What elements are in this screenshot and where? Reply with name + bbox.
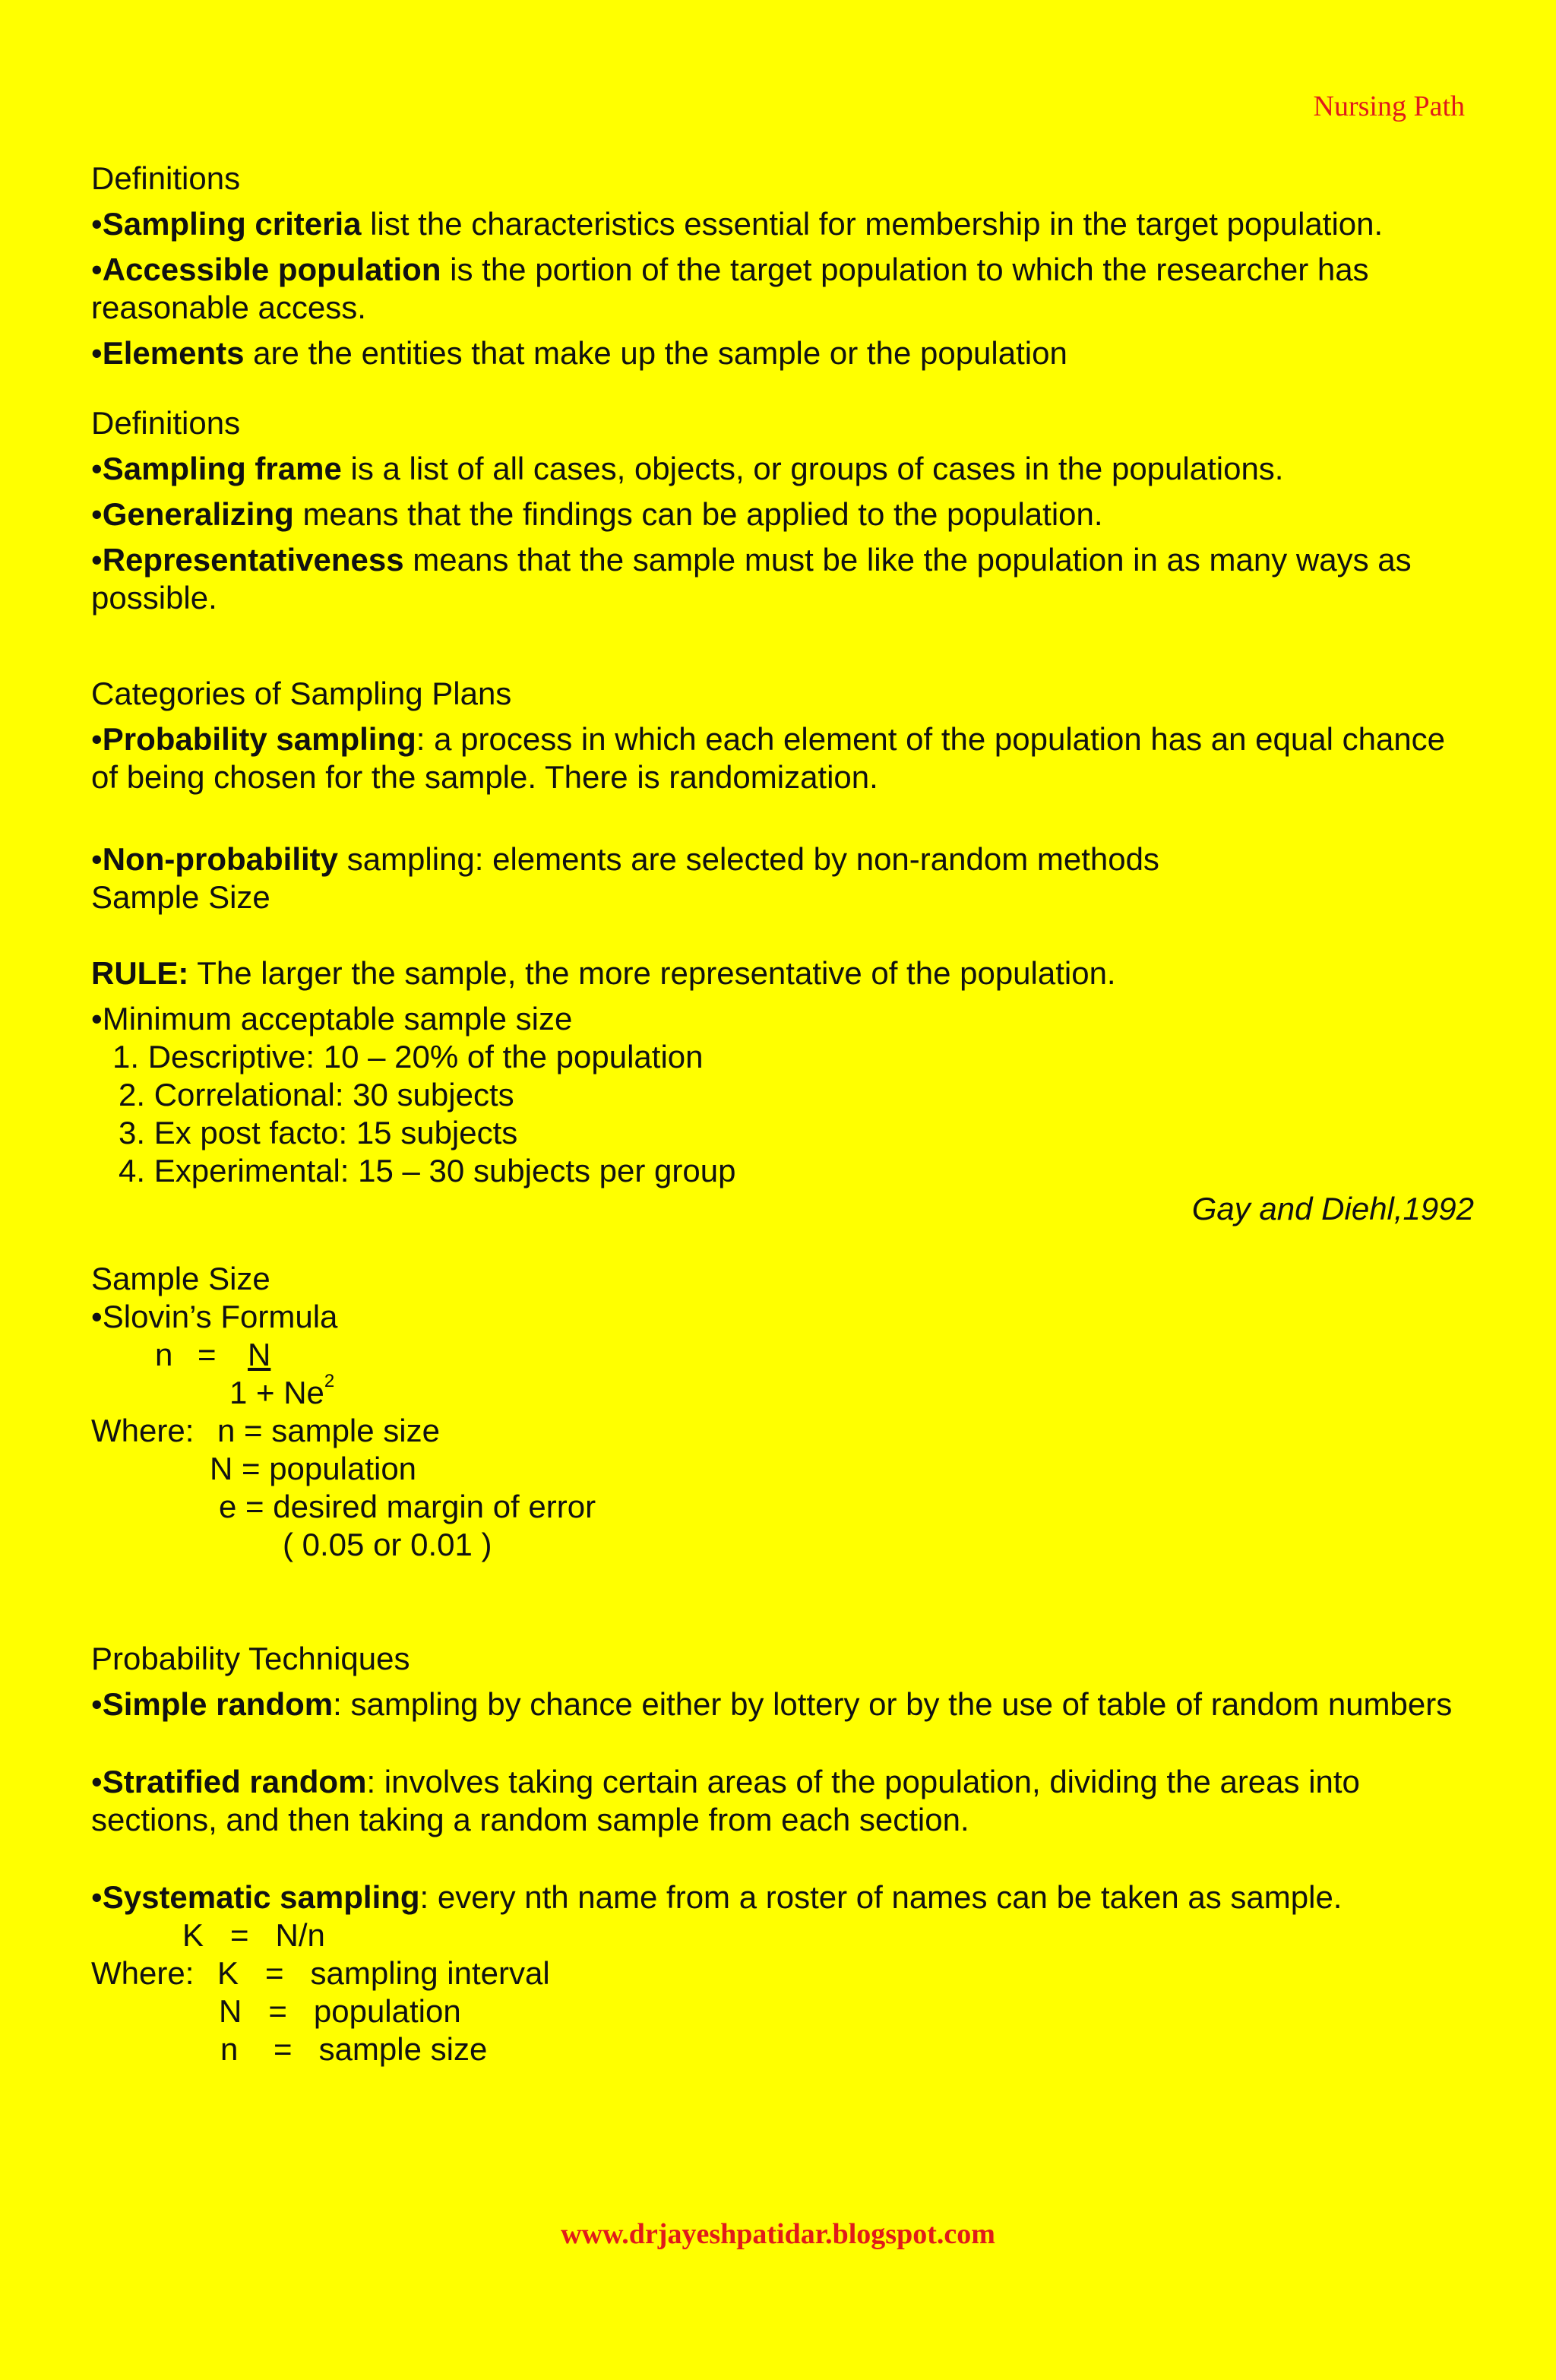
where-line: Where: n = sample size xyxy=(91,1413,440,1448)
brand-header: Nursing Path xyxy=(1313,90,1465,122)
definition-item: •Systematic sampling: every nth name from a roster of names can be taken as sample. xyxy=(91,1879,1343,1915)
section-heading: Categories of Sampling Plans xyxy=(91,676,512,711)
slovin-formula-numerator: n = N xyxy=(155,1337,271,1372)
where-line: e = desired margin of error xyxy=(219,1489,596,1524)
where-line: N = population xyxy=(210,1451,417,1486)
min-size-label: •Minimum acceptable sample size xyxy=(91,1001,573,1037)
definition-item: •Sampling criteria list the characteristics essential for membership in the target population. xyxy=(91,206,1384,242)
document-body xyxy=(91,160,1474,2068)
definition-item: •Representativeness means that the sample must be like the population in as many ways as possible. xyxy=(91,542,1412,616)
slovin-formula-denominator: $1 + Ne^2$ xyxy=(229,1371,335,1410)
list-item: 4. Experimental: 15 – 30 subjects per group xyxy=(119,1153,736,1188)
definition-item: •Stratified random: involves taking certain areas of the population, dividing the areas into sections, and then taking a random sample from each section. xyxy=(91,1764,1360,1837)
section-heading: Definitions xyxy=(91,405,241,441)
definition-item: •Sampling frame is a list of all cases, objects, or groups of cases in the populations. xyxy=(91,451,1284,486)
where-line: Where: K = sampling interval xyxy=(91,1955,550,1991)
section-heading: Sample Size xyxy=(91,879,270,915)
systematic-formula: K = N/n xyxy=(182,1917,325,1953)
where-line: n = sample size xyxy=(220,2031,488,2067)
list-item: 1. Descriptive: 10 – 20% of the population xyxy=(112,1039,704,1074)
formula-name: •Slovin’s Formula xyxy=(91,1299,338,1334)
where-line: ( 0.05 or 0.01 ) xyxy=(283,1527,492,1562)
footer-url: www.drjayeshpatidar.blogspot.com xyxy=(561,2218,995,2250)
definition-item: •Probability sampling: a process in which each element of the population has an equal chance of being chosen for the sample. There is randomization. xyxy=(91,721,1446,795)
section-heading: Definitions xyxy=(91,160,241,196)
where-line: N = population xyxy=(219,1993,461,2029)
section-heading: Probability Techniques xyxy=(91,1641,410,1676)
citation: Gay and Diehl,1992 xyxy=(1191,1191,1474,1226)
definition-item: •Accessible population is the portion of the target population to which the researcher has reasonable access. xyxy=(91,252,1369,325)
definition-item: •Generalizing means that the findings can be applied to the population. xyxy=(91,496,1103,532)
definition-item: •Simple random: sampling by chance either by lottery or by the use of table of random numbers xyxy=(91,1686,1453,1722)
rule-line: RULE: The larger the sample, the more representative of the population. xyxy=(91,955,1116,991)
list-item: 3. Ex post facto: 15 subjects xyxy=(119,1115,518,1150)
definition-item: •Non-probability sampling: elements are selected by non-random methods xyxy=(91,841,1159,877)
definition-item: •Elements are the entities that make up the sample or the population xyxy=(91,335,1067,371)
list-item: 2. Correlational: 30 subjects xyxy=(119,1077,514,1112)
section-heading: Sample Size xyxy=(91,1261,270,1296)
